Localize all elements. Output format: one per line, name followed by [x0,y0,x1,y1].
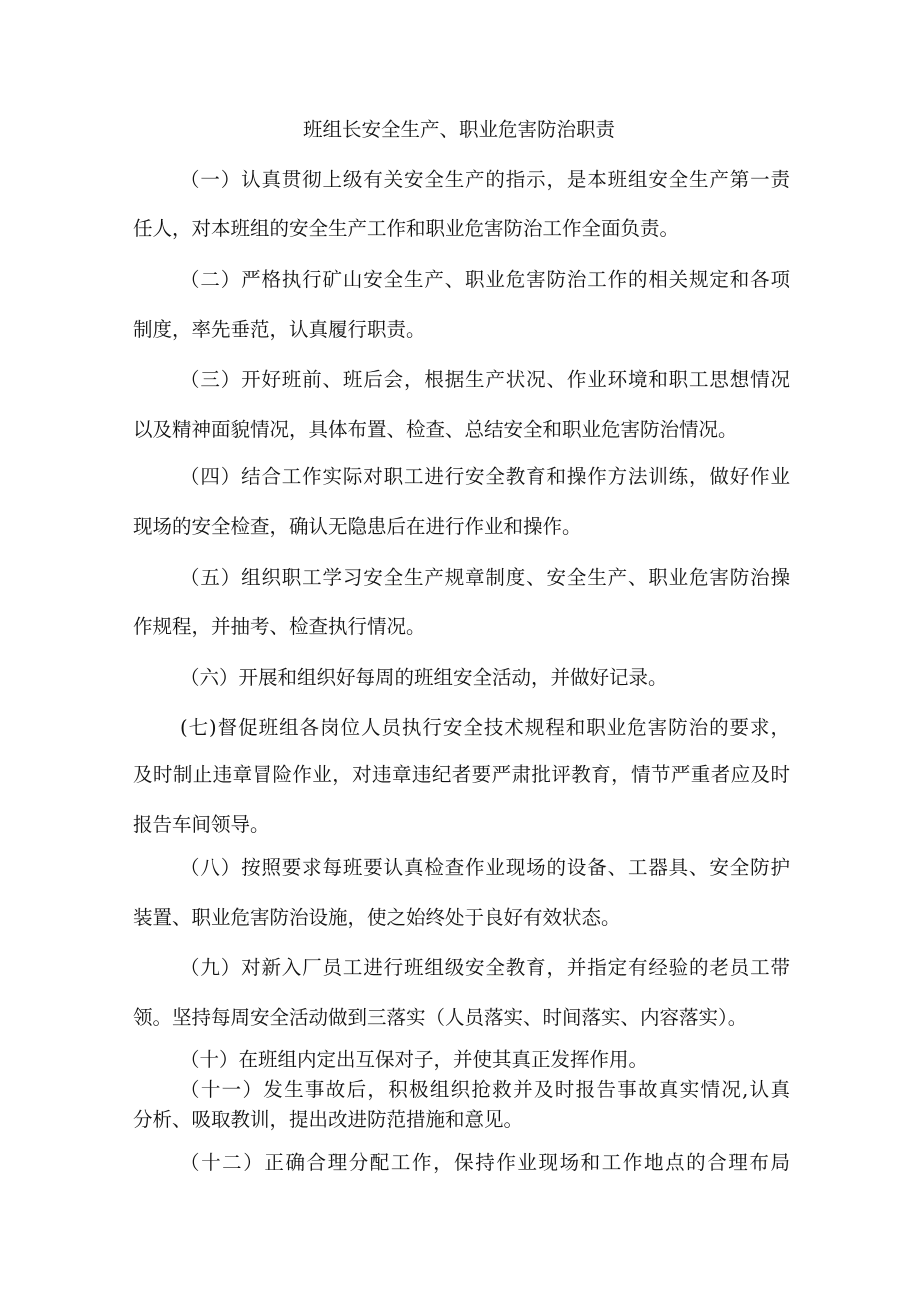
paragraph-line: （三）开好班前、班后会，根据生产状况、作业环境和职工思想情况 [180,368,790,391]
paragraph-line: 及时制止违章冒险作业，对违章违纪者要严肃批评教育，情节严重者应及时 [133,763,790,786]
paragraph-line: （二）严格执行矿山安全生产、职业危害防治工作的相关规定和各项 [180,268,790,291]
paragraph-line: 领。坚持每周安全活动做到三落实（人员落实、时间落实、内容落实）。 [133,1006,748,1029]
paragraph-line: (七)督促班组各岗位人员执行安全技术规程和职业危害防治的要求， [180,716,790,739]
paragraph-line: 分析、吸取教训，提出改进防范措施和意见。 [133,1108,524,1131]
paragraph-line: （四）结合工作实际对职工进行安全教育和操作方法训练，做好作业 [180,465,790,488]
paragraph-line: 装置、职业危害防治设施，使之始终处于良好有效状态。 [133,906,621,929]
paragraph-line: （五）组织职工学习安全生产规章制度、安全生产、职业危害防治操 [180,566,790,589]
paragraph-line: （六）开展和组织好每周的班组安全活动，并做好记录。 [180,666,668,689]
paragraph-line: 任人，对本班组的安全生产工作和职业危害防治工作全面负责。 [133,217,680,240]
paragraph-line: 现场的安全检查，确认无隐患后在进行作业和操作。 [133,515,582,538]
paragraph-line: 作规程，并抽考、检查执行情况。 [133,615,426,638]
paragraph-line: （十）在班组内定出互保对子，并使其真正发挥作用。 [180,1048,649,1071]
paragraph-line: （九）对新入厂员工进行班组级安全教育，并指定有经验的老员工带 [180,956,790,979]
paragraph-line: （十一）发生事故后，积极组织抢救并及时报告事故真实情况,认真 [180,1078,790,1101]
paragraph-line: （八）按照要求每班要认真检查作业现场的设备、工器具、安全防护 [180,856,790,879]
paragraph-line: 制度，率先垂范，认真履行职责。 [133,318,426,341]
paragraph-line: （十二）正确合理分配工作，保持作业现场和工作地点的合理布局 [180,1151,790,1174]
document-title: 班组长安全生产、职业危害防治职责 [303,118,616,141]
paragraph-line: 报告车间领导。 [133,813,270,836]
paragraph-line: （一）认真贯彻上级有关安全生产的指示，是本班组安全生产第一责 [180,168,790,191]
paragraph-line: 以及精神面貌情况，具体布置、检查、总结安全和职业危害防治情况。 [133,418,738,441]
